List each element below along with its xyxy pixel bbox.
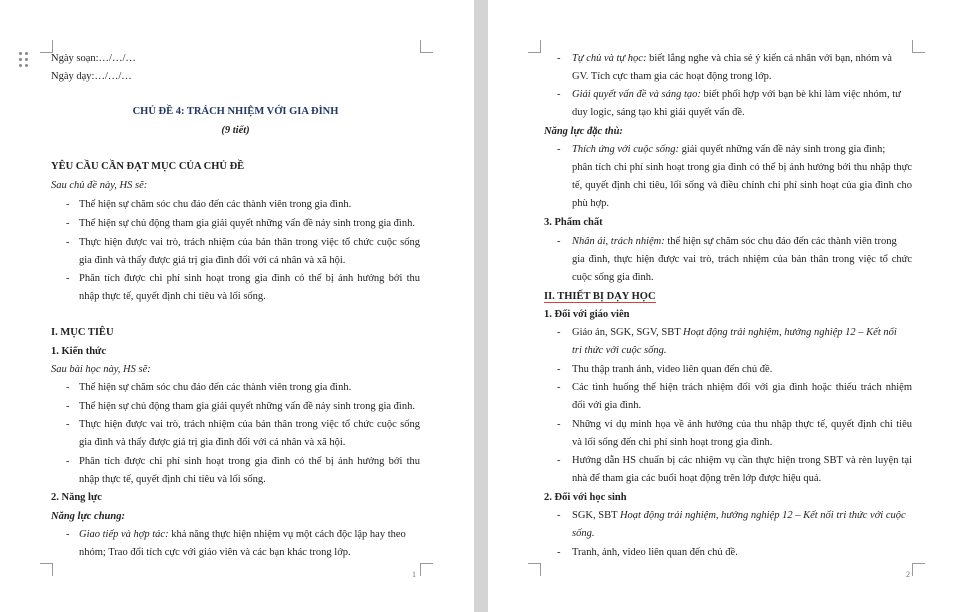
crop-mark [40,563,53,576]
crop-mark [912,563,925,576]
bullet: - [557,327,561,338]
crop-mark [528,563,541,576]
list-item [572,235,897,248]
item-text: thể hiện sự chăm sóc chu đáo đến các thành viên trong [664,236,897,247]
list-item: Phân tích được chi phí sinh hoạt trong gia đình có thể bị ảnh hưởng bởi thu [79,456,420,467]
bullet: - [66,456,70,467]
bullet: - [66,529,70,540]
list-item: nhập thực tế, quyết định chi tiêu và lối sống. [79,291,266,302]
date-teach-line: Ngày dạy:…/…/… [51,71,132,82]
requirements-heading: YÊU CẦU CẦN ĐẠT MỤC CỦA CHỦ ĐỀ [51,161,245,172]
bullet: - [557,547,561,558]
list-item: phân tích chi phí sinh hoạt trong gia đình có thể bị ảnh hưởng bởi thu nhập thực [572,162,912,173]
list-item: gia đình và thấy được giá trị gia đình đối với cá nhân và xã hội. [79,437,346,448]
bullet: - [557,382,561,393]
item-label: Nhân ái, trách nhiệm: [572,236,665,247]
list-item [572,509,906,522]
crop-mark [912,40,925,53]
list-item: Những ví dụ minh họa về ảnh hưởng của thu nhập thực tế, quyết định chi tiêu [572,419,912,430]
list-item: Thể hiện sự chủ động tham gia giải quyết những vấn đề nảy sinh trong gia đình. [79,218,415,229]
special-ability-heading: Năng lực đặc thù: [544,126,623,137]
date-prep-line: Ngày soạn:…/…/… [51,53,136,64]
knowledge-intro: Sau bài học này, HS sẽ: [51,364,151,375]
item-text: giải quyết những vấn đề nảy sinh trong gia đình; [678,144,886,155]
item-text: SGK, SBT [572,510,620,521]
list-item: Thể hiện sự chăm sóc chu đáo đến các thành viên trong gia đình. [79,382,352,393]
list-item: gia đình, thực hiện được vai trò, trách nhiệm của bản thân trong việc tổ chức [572,254,912,265]
bullet: - [557,364,561,375]
bullet: - [557,53,561,64]
crop-mark [420,40,433,53]
book-title: Hoạt động trải nghiệm, hướng nghiệp 12 – Kết nối [683,327,897,338]
list-item: nhóm; Trao đổi tích cực với giáo viên và các bạn khác trong lớp. [79,547,351,558]
list-item: GV. Tích cực tham gia các hoạt động trong lớp. [572,71,772,82]
item-text: biết lắng nghe và chia sẻ ý kiến cá nhân với bạn, nhóm và [646,53,892,64]
item-label: Giao tiếp và hợp tác: [79,529,169,540]
list-item: Tranh, ảnh, video liên quan đến chủ đề. [572,547,738,558]
list-item: Thể hiện sự chăm sóc chu đáo đến các thành viên trong gia đình. [79,199,352,210]
list-item: Thực hiện được vai trò, trách nhiệm của bản thân trong việc tổ chức cuộc sống [79,237,420,248]
teacher-heading: 1. Đối với giáo viên [544,309,630,320]
topic-subtitle: (9 tiết) [221,125,250,136]
bullet: - [557,89,561,100]
item-label: Giải quyết vấn đề và sáng tạo: [572,89,701,100]
bullet: - [557,510,561,521]
list-item: Các tình huống thể hiện trách nhiệm đối với gia đình hoặc thiếu trách nhiệm [572,382,912,393]
list-item: cuộc sống gia đình. [572,272,654,283]
bullet: - [557,144,561,155]
bullet: - [66,218,70,229]
quality-heading: 3. Phẩm chất [544,217,603,228]
bullet: - [66,199,70,210]
student-heading: 2. Đối với học sinh [544,492,627,503]
general-ability-heading: Năng lực chung: [51,511,125,522]
item-text: Giáo án, SGK, SGV, SBT [572,327,684,338]
list-item: Thực hiện được vai trò, trách nhiệm của bản thân trong việc tổ chức cuộc sống [79,419,420,430]
item-text: biết phối hợp với bạn bè khi làm việc nhóm, tư [700,89,901,100]
page-gap [474,0,488,612]
page-number: 1 [412,570,416,579]
list-item [79,528,406,541]
ability-heading: 2. Năng lực [51,492,102,503]
document-page-2 [488,0,967,612]
list-item: gia đình và thấy được giá trị gia đình đối với cá nhân và xã hội. [79,255,346,266]
crop-mark [528,40,541,53]
knowledge-heading: 1. Kiến thức [51,346,107,357]
bullet: - [66,237,70,248]
list-item [572,326,897,339]
bullet: - [66,382,70,393]
list-item: tế, quyết định chi tiêu, lối sống và điều chỉnh chi phí sinh hoạt của gia đình cho [572,180,912,191]
list-item: Thể hiện sự chủ động tham gia giải quyết những vấn đề nảy sinh trong gia đình. [79,401,415,412]
list-item: Hướng dẫn HS chuẩn bị các nhiệm vụ cần thực hiện trong SBT và rèn luyện tại [572,455,912,466]
crop-mark [420,563,433,576]
document-page-1 [0,0,474,612]
list-item: và lối sống đến chi phí sinh hoạt trong gia đình. [572,437,773,448]
list-item: nhập thực tế, quyết định chi tiêu và lối sống. [79,474,266,485]
item-label: Tự chủ và tự học: [572,53,647,64]
bullet: - [66,401,70,412]
list-item: Thu thập tranh ảnh, video liên quan đến chủ đề. [572,364,773,375]
item-text: khả năng thực hiện nhiệm vụ một cách độc lập hay theo [168,529,406,540]
topic-title: CHỦ ĐỀ 4: TRÁCH NHIỆM VỚI GIA ĐÌNH [132,106,339,117]
bullet: - [557,419,561,430]
bullet: - [557,455,561,466]
objectives-heading: I. MỤC TIÊU [51,327,114,338]
bullet: - [557,236,561,247]
item-label: Thích ứng với cuộc sống: [572,144,679,155]
move-handle-icon[interactable] [19,52,31,68]
equipment-heading-text: II. THIẾT BỊ DẠY HỌC [544,291,656,302]
requirements-intro: Sau chủ đề này, HS sẽ: [51,180,148,191]
list-item: sống. [572,528,595,539]
bullet: - [66,273,70,284]
equipment-heading [544,290,656,303]
list-item [572,88,901,101]
page-number: 2 [906,570,910,579]
list-item [572,143,885,156]
list-item: duy logic, sáng tạo khi giải quyết vấn đề. [572,107,745,118]
list-item: nhà để tham gia các buổi hoạt động trên lớp được hiệu quả. [572,473,822,484]
list-item: tri thức với cuộc sống. [572,345,667,356]
list-item: phù hợp. [572,198,610,209]
bullet: - [66,419,70,430]
list-item: đối với gia đình. [572,400,642,411]
book-title: Hoạt động trải nghiệm, hướng nghiệp 12 – Kết nối tri thức với cuộc [619,510,906,521]
list-item: Phân tích được chi phí sinh hoạt trong gia đình có thể bị ảnh hưởng bởi thu [79,273,420,284]
list-item [572,52,892,65]
